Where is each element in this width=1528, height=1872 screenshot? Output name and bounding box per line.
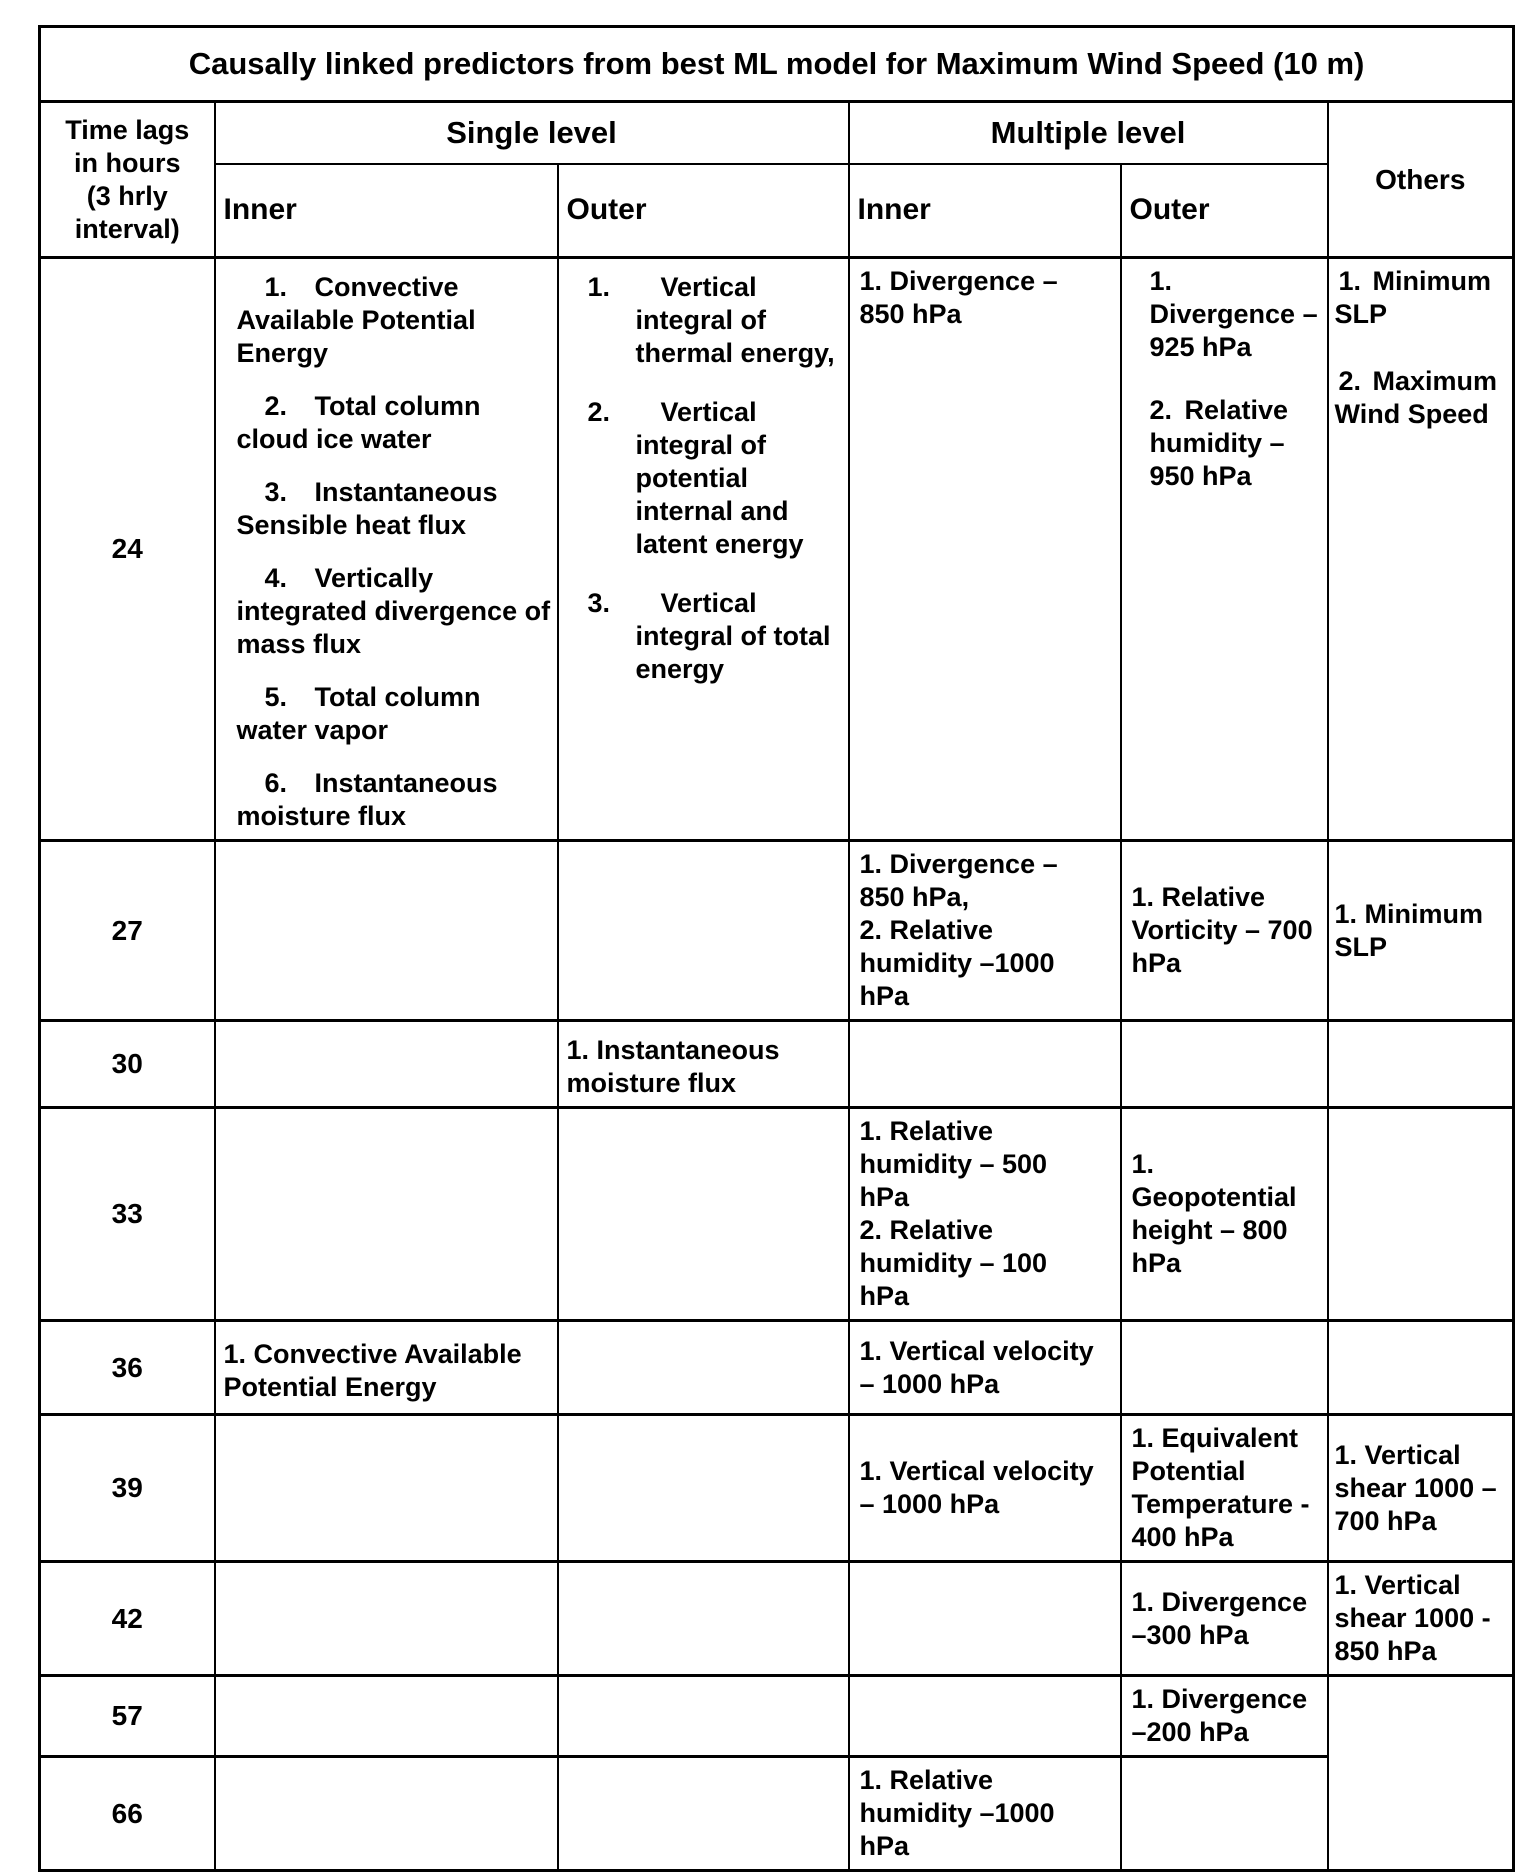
cell-36-multiple-outer [1121,1321,1328,1415]
list-item [587,587,840,686]
title-row [40,27,1514,102]
time-lag-33: 33 [40,1108,215,1321]
item-text: Vertical integral of total energy [635,588,831,684]
row-lag-36 [40,1321,1514,1415]
cell-66-single-inner [215,1757,558,1871]
cell-27-multiple-inner [849,841,1121,1021]
cell-57-single-outer [558,1676,849,1757]
list-item: 1. Convective Available Potential Energy [223,1338,522,1402]
item-text: Divergence – 925 hPa [1149,299,1318,362]
item-number: 1. [1338,266,1362,296]
header-single-inner: Inner [215,164,558,258]
item-number: 1. [264,272,288,302]
item-text: Vertical integral of potential internal and latent energy [635,397,804,559]
list-item [1150,394,1319,493]
cell-39-single-inner [215,1415,558,1562]
item-text: Total column water vapor [236,682,481,745]
time-lag-30: 30 [40,1021,215,1108]
row-lag-30 [40,1021,1514,1108]
time-lag-24: 24 [40,258,215,841]
page [0,25,1528,1861]
list-item: 1. Divergence – 850 hPa [859,266,1058,329]
cell-39-multiple-inner [849,1415,1121,1562]
list-item [587,271,840,370]
cell-42-others [1328,1562,1514,1676]
time-lag-39: 39 [40,1415,215,1562]
cell-30-multiple-inner [849,1021,1121,1108]
list-item: 1. Divergence –300 hPa [1131,1586,1308,1650]
cell-42-multiple-inner [849,1562,1121,1676]
list-item: 2. Relative humidity –1000 hPa [859,915,1055,1011]
cell-24-single-inner [215,258,558,841]
item-number: 4. [264,563,288,593]
item-text: Relative humidity – 950 hPa [1149,395,1289,491]
cell-33-multiple-inner [849,1108,1121,1321]
cell-66-multiple-outer [1121,1757,1328,1871]
item-number: 2. [1338,366,1362,396]
header-row-subcolumns [40,164,1514,258]
list-item [237,271,553,370]
item-text: Total column cloud ice water [236,391,481,454]
list-item [1150,265,1319,364]
row-lag-39 [40,1415,1514,1562]
item-number: 2. [587,397,611,427]
cell-33-single-inner [215,1108,558,1321]
list-item: 1. Relative humidity –1000 hPa [859,1765,1055,1861]
row-lag-57 [40,1676,1514,1757]
cell-36-multiple-inner [849,1321,1121,1415]
cell-66-multiple-inner [849,1757,1121,1871]
cell-36-single-outer [558,1321,849,1415]
item-text: Minimum SLP [1334,266,1491,329]
header-row-groups [40,102,1514,164]
cell-33-multiple-outer [1121,1108,1328,1321]
header-multiple-inner: Inner [849,164,1121,258]
list-item [237,681,553,747]
list-item: 1. Relative humidity – 500 hPa [859,1116,1048,1212]
list-item [1335,365,1509,431]
item-number: 1. [587,272,611,302]
cell-36-others [1328,1321,1514,1415]
list-item: 1. Vertical shear 1000 – 700 hPa [1334,1439,1497,1536]
list-item: 1. Vertical velocity – 1000 hPa [859,1335,1094,1399]
time-lag-57: 57 [40,1676,215,1757]
cell-27-single-inner [215,841,558,1021]
item-text: Vertical integral of thermal energy, [635,272,835,368]
cell-39-single-outer [558,1415,849,1562]
list-item [237,562,553,661]
cell-30-single-outer [558,1021,849,1108]
time-lag-27: 27 [40,841,215,1021]
list-item: 1. Divergence – 850 hPa, [859,849,1058,912]
header-multiple-outer: Outer [1121,164,1328,258]
cell-24-multiple-outer [1121,258,1328,841]
time-lag-66: 66 [40,1757,215,1871]
item-text: Instantaneous Sensible heat flux [236,477,498,540]
list-item [587,396,840,561]
cell-24-multiple-inner [849,258,1121,841]
item-number: 6. [264,768,288,798]
row-lag-33 [40,1108,1514,1321]
list-item [237,476,553,542]
cell-36-single-inner [215,1321,558,1415]
list-item: 1. Equivalent Potential Temperature - 400 hPa [1131,1423,1310,1552]
list-item: 1. Geopotential height – 800 hPa [1131,1149,1297,1278]
cell-57-multiple-outer [1121,1676,1328,1757]
item-text: Instantaneous moisture flux [236,768,498,831]
list-item: 1. Minimum SLP [1334,898,1484,962]
cell-30-multiple-outer [1121,1021,1328,1108]
cell-42-multiple-outer [1121,1562,1328,1676]
predictors-table [38,25,1515,1872]
time-lag-42: 42 [40,1562,215,1676]
cell-27-others [1328,841,1514,1021]
item-number: 3. [264,477,288,507]
header-time-lags: Time lags in hours (3 hrly interval) [40,102,215,258]
row-lag-42 [40,1562,1514,1676]
cell-57-single-inner [215,1676,558,1757]
cell-39-multiple-outer [1121,1415,1328,1562]
cell-42-single-outer [558,1562,849,1676]
list-item: 1. Vertical shear 1000 - 850 hPa [1334,1570,1491,1666]
item-number: 2. [1149,395,1173,425]
cell-27-multiple-outer [1121,841,1328,1021]
list-item: 1. Vertical velocity – 1000 hPa [859,1456,1094,1519]
item-number: 1. [1149,266,1173,296]
cell-66-single-outer [558,1757,849,1871]
item-number: 5. [264,682,288,712]
cell-33-single-outer [558,1108,849,1321]
item-number: 3. [587,588,611,618]
cell-24-single-outer [558,258,849,841]
table-title: Causally linked predictors from best ML model for Maximum Wind Speed (10 m) [40,27,1514,102]
list-item [237,390,553,456]
cell-24-others [1328,258,1514,841]
item-text: Vertically integrated divergence of mass flux [236,563,551,659]
time-lag-36: 36 [40,1321,215,1415]
cell-42-single-inner [215,1562,558,1676]
item-text: Convective Available Potential Energy [236,272,476,368]
list-item [237,767,553,833]
list-item: 2. Relative humidity – 100 hPa [859,1215,1048,1311]
list-item: 1. Instantaneous moisture flux [566,1035,780,1098]
cell-30-single-inner [215,1021,558,1108]
cell-30-others [1328,1021,1514,1108]
header-multiple-level: Multiple level [849,102,1328,164]
cell-57-multiple-inner [849,1676,1121,1757]
row-lag-27 [40,841,1514,1021]
list-item [1335,265,1509,331]
item-number: 2. [264,391,288,421]
row-lag-66 [40,1757,1514,1871]
cell-33-others [1328,1108,1514,1321]
cell-57-66-others-merged [1328,1676,1514,1871]
header-single-level: Single level [215,102,849,164]
list-item: 1. Divergence –200 hPa [1131,1684,1308,1747]
header-others: Others [1328,102,1514,258]
row-lag-24 [40,258,1514,841]
header-single-outer: Outer [558,164,849,258]
cell-39-others [1328,1415,1514,1562]
list-item: 1. Relative Vorticity – 700 hPa [1131,882,1313,978]
cell-27-single-outer [558,841,849,1021]
item-text: Maximum Wind Speed [1334,366,1498,429]
